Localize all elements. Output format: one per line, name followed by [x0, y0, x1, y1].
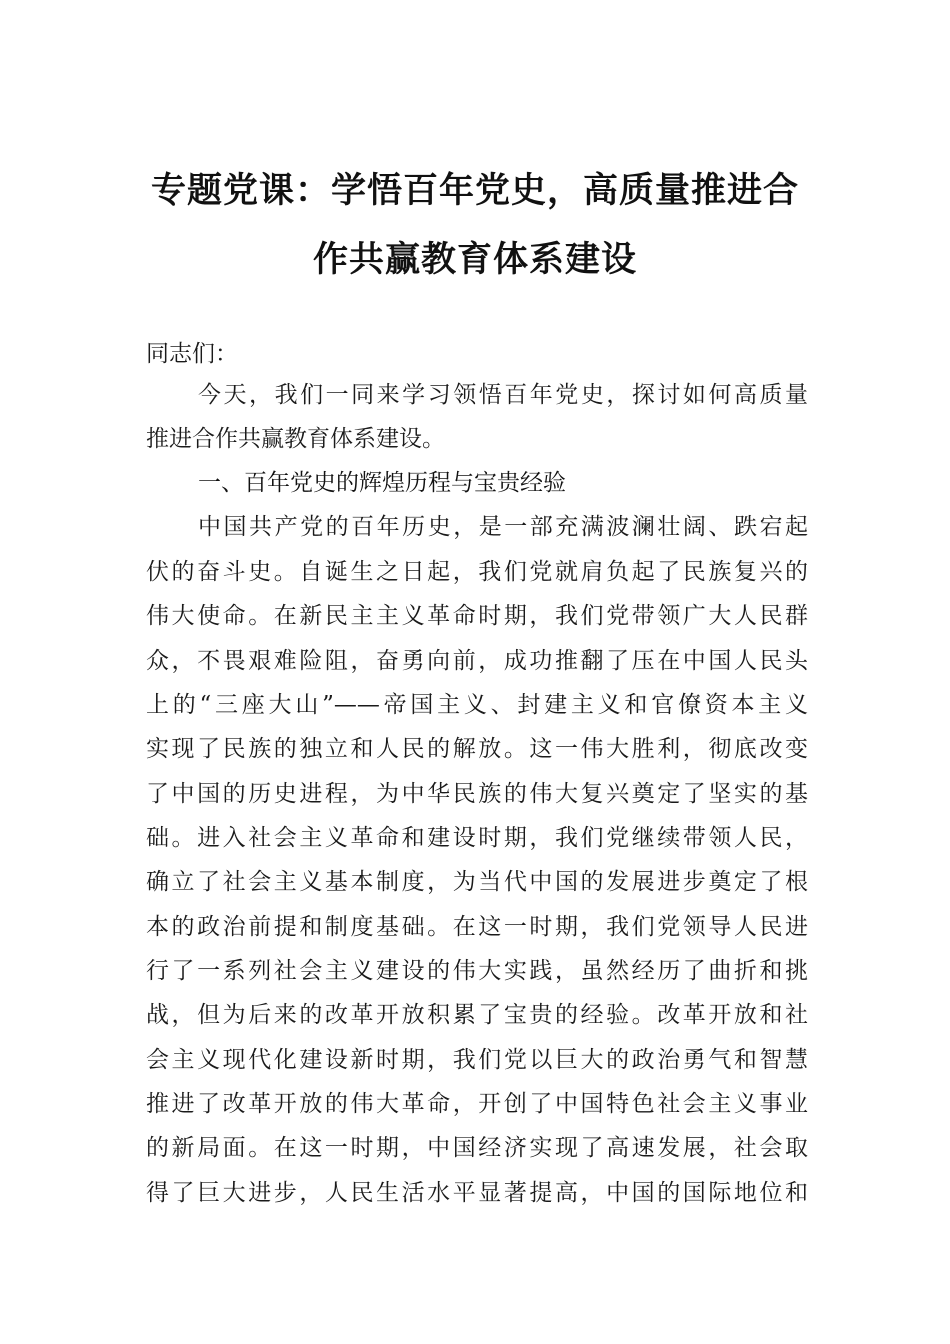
document-title-line-1: 专题党课：学悟百年党史，高质量推进合	[150, 170, 799, 211]
paragraph-line: 会主义现代化建设新时期，我们党以巨大的政治勇气和智慧	[146, 1047, 808, 1073]
document-title-line-2: 作共赢教育体系建设	[312, 239, 637, 280]
paragraph-line: 众，不畏艰难险阻，奋勇向前，成功推翻了压在中国人民头	[146, 648, 808, 674]
intro-line: 推进合作共赢教育体系建设。	[146, 426, 445, 452]
paragraph-line: 中国共产党的百年历史，是一部充满波澜壮阔、跌宕起	[198, 514, 808, 540]
paragraph-line: 伏的奋斗史。自诞生之日起，我们党就肩负起了民族复兴的	[146, 559, 808, 585]
paragraph-line: 础。进入社会主义革命和建设时期，我们党继续带领人民，	[146, 825, 808, 851]
paragraph-line: 行了一系列社会主义建设的伟大实践，虽然经历了曲折和挑	[146, 958, 808, 984]
paragraph-line: 战，但为后来的改革开放积累了宝贵的经验。改革开放和社	[146, 1002, 808, 1028]
paragraph-line: 了中国的历史进程，为中华民族的伟大复兴奠定了坚实的基	[146, 781, 808, 807]
paragraph-line: 上的“三座大山”——帝国主义、封建主义和官僚资本主义	[146, 692, 808, 718]
paragraph-line: 实现了民族的独立和人民的解放。这一伟大胜利，彻底改变	[146, 736, 808, 762]
paragraph-line: 伟大使命。在新民主主义革命时期，我们党带领广大人民群	[146, 603, 808, 629]
paragraph-line: 确立了社会主义基本制度，为当代中国的发展进步奠定了根	[146, 869, 808, 895]
paragraph-line: 本的政治前提和制度基础。在这一时期，我们党领导人民进	[146, 914, 808, 940]
salutation: 同志们：	[146, 341, 238, 367]
intro-line: 今天，我们一同来学习领悟百年党史，探讨如何高质量	[198, 382, 808, 408]
section-heading: 一、百年党史的辉煌历程与宝贵经验	[198, 470, 566, 496]
paragraph-line: 的新局面。在这一时期，中国经济实现了高速发展，社会取	[146, 1135, 808, 1161]
paragraph-line: 得了巨大进步，人民生活水平显著提高，中国的国际地位和	[146, 1180, 808, 1206]
paragraph-line: 推进了改革开放的伟大革命，开创了中国特色社会主义事业	[146, 1091, 808, 1117]
